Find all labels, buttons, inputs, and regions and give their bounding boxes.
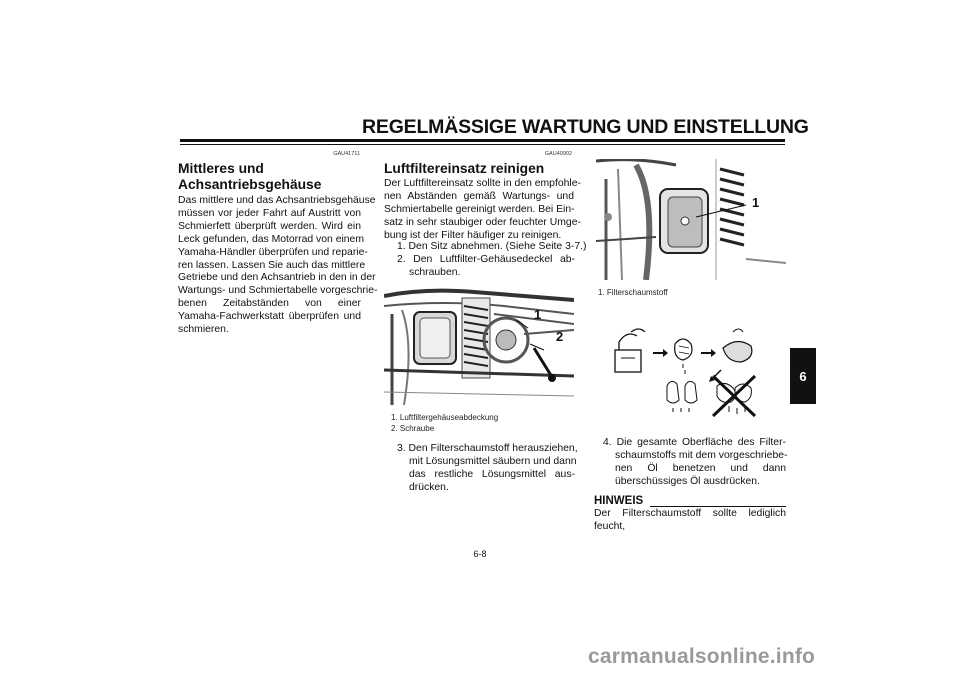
watermark: carmanualsonline.info xyxy=(588,645,816,668)
step-4-cont: nen Öl benetzen und dann xyxy=(615,462,786,474)
filter-foam-illustration xyxy=(596,159,786,280)
filter-foam-photo xyxy=(596,159,786,280)
section-code: GAU40902 xyxy=(544,151,572,157)
step-1: 1. Den Sitz abnehmen. (Siehe Seite 3-7.) xyxy=(397,241,587,252)
step-3-cont: mit Lösungsmittel säubern und dann xyxy=(409,455,577,467)
step-3-cont: drücken. xyxy=(409,481,449,493)
body-paragraph xyxy=(384,178,581,243)
text-line: Das mittlere und das Achsantriebsgehäuse xyxy=(178,195,376,206)
figure-caption xyxy=(391,412,498,434)
callout-1: 1 xyxy=(752,195,760,210)
air-filter-cover-photo xyxy=(384,284,574,405)
caption-line: 2. Schraube xyxy=(391,424,435,433)
header-rule-thick xyxy=(180,139,785,142)
text-line: schmieren. xyxy=(178,324,229,336)
caption-line: 1. Luftfiltergehäuseabdeckung xyxy=(391,413,499,422)
text-line: nen Abständen gemäß Wartungs- und xyxy=(384,190,574,202)
note-label: HINWEIS xyxy=(594,495,644,507)
text-line: Schmierfett überprüft werden. Wird ein xyxy=(178,220,361,232)
step-2-cont: schrauben. xyxy=(409,266,461,278)
text-line: Yamaha-Fachwerkstatt überprüfen und xyxy=(178,311,361,323)
note-text: Der Filterschaumstoff sollte lediglich feucht, xyxy=(594,508,786,532)
page-number: 6-8 xyxy=(473,549,487,559)
step-list xyxy=(397,241,587,280)
section-heading xyxy=(178,161,321,193)
step-4-cont: überschüssiges Öl ausdrücken. xyxy=(615,475,760,487)
motorcycle-air-filter-illustration xyxy=(384,284,574,405)
text-line: müssen vor jeder Fahrt auf Austritt von xyxy=(178,207,361,219)
note-rule xyxy=(650,506,786,507)
step-list xyxy=(397,443,578,495)
text-line: Leck gefunden, das Motorrad von einem xyxy=(178,233,364,245)
text-line: satz in sehr staubiger oder feuchter Umge- xyxy=(384,216,581,228)
step-4: 4. Die gesamte Oberfläche des Filter- xyxy=(603,437,786,448)
header-rule-thin xyxy=(180,144,785,145)
step-2: 2. Den Luftfilter-Gehäusedeckel ab- xyxy=(397,253,575,265)
figure-caption: 1. Filterschaumstoff xyxy=(598,288,668,297)
text-line: Schmiertabelle gereinigt werden. Bei Ein- xyxy=(384,203,575,215)
cleaning-procedure-diagram xyxy=(605,322,773,418)
text-line: Yamaha-Händler überprüfen und reparie- xyxy=(178,246,368,258)
text-line: benen Zeitabständen von einer xyxy=(178,298,361,310)
text-line: Wartungs- und Schmiertabelle vorgeschrie- xyxy=(178,285,378,297)
chapter-tab[interactable]: 6 xyxy=(790,348,816,404)
text-line: bung ist der Filter häufiger zu reinigen. xyxy=(384,229,562,241)
step-4-cont: schaumstoffs mit dem vorgeschriebe- xyxy=(615,449,788,461)
step-list xyxy=(603,437,786,489)
page-header-title: REGELMÄSSIGE WARTUNG UND EINSTELLUNG xyxy=(362,116,809,138)
cleaning-steps-illustration xyxy=(605,322,773,418)
text-line: ren lassen. Lassen Sie auch das mittlere xyxy=(178,259,366,271)
section-code: GAU41711 xyxy=(333,151,360,157)
text-line: Der Luftfiltereinsatz sollte in den empfohle- xyxy=(384,178,581,189)
callout-1: 1 xyxy=(534,307,542,322)
text-line: Getriebe und den Achsantrieb in den in der xyxy=(178,272,376,284)
body-paragraph xyxy=(178,195,378,337)
heading-line: Mittleres und xyxy=(178,161,264,176)
step-3: 3. Den Filterschaumstoff herausziehen, xyxy=(397,443,578,454)
callout-2: 2 xyxy=(556,329,564,344)
heading-line: Achsantriebsgehäuse xyxy=(178,177,322,192)
step-3-cont: das restliche Lösungsmittel aus- xyxy=(409,468,575,480)
section-heading: Luftfiltereinsatz reinigen xyxy=(384,161,545,176)
